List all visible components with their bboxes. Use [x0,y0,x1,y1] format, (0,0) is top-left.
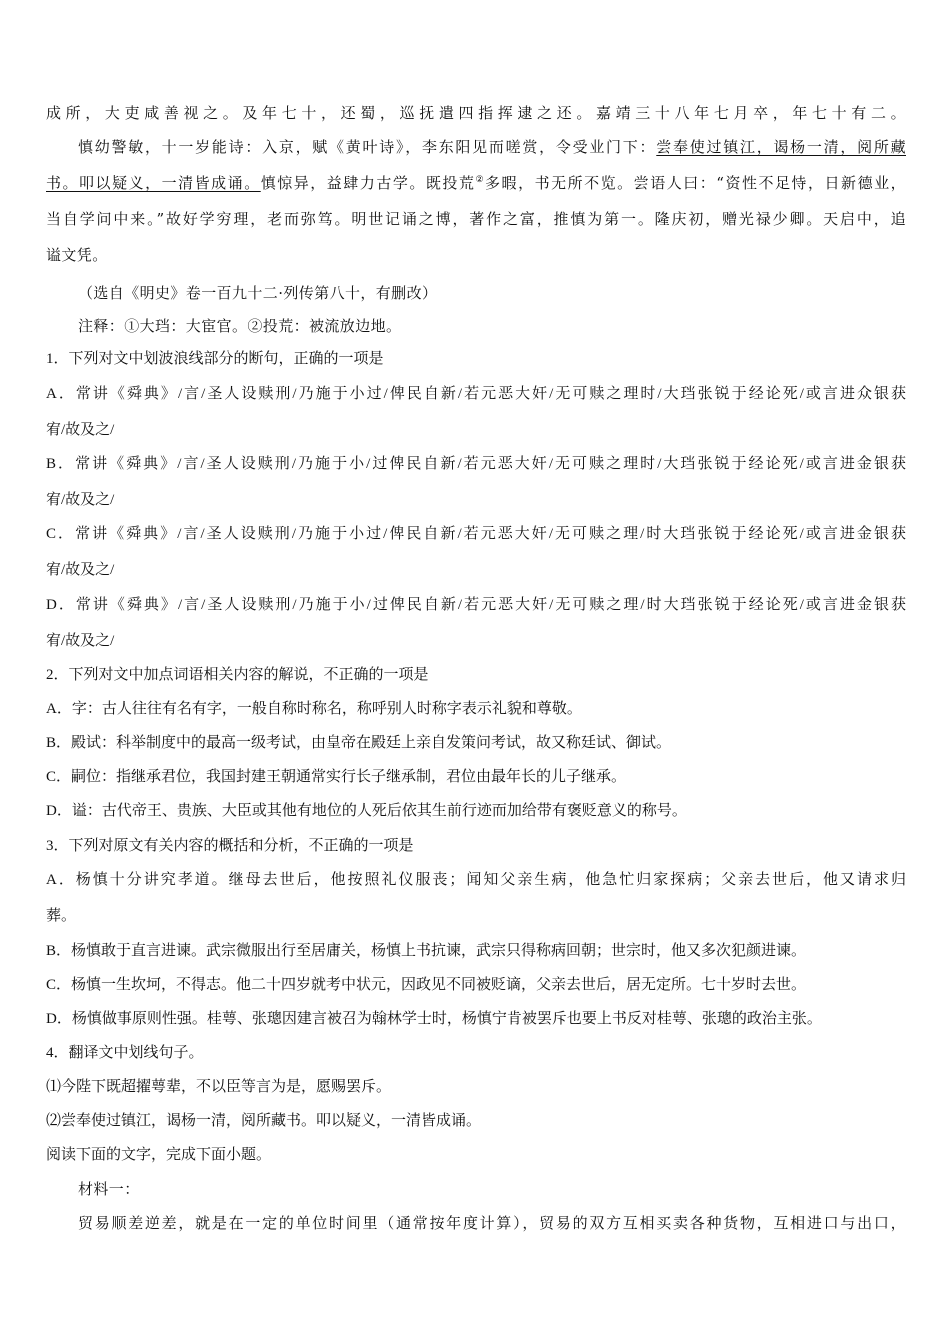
question-3-option-d: D．杨慎做事原则性强。桂萼、张璁因建言被召为翰林学士时，杨慎宁肯被罢斥也要上书反对桂萼、张璁的政治主张。 [46,1011,822,1027]
question-4-sentence-2: ⑵尝奉使过镇江，谒杨一清，阅所藏书。叩以疑义，一清皆成诵。 [46,1113,482,1129]
passage-line: 成所，大吏咸善视之。及年七十，还蜀，巡抚遣四指挥逮之还。嘉靖三十八年七月卒，年七十有二。 [46,104,906,122]
passage-line [46,173,906,193]
question-1-option-d: D．常讲《舜典》/言/圣人设赎刑/乃施于小/过俾民自新/若元恶大奸/无可赎之理/时大珰张锐于经论死/或言进金银获 [46,597,906,613]
question-2-option-d: D．谥：古代帝王、贵族、大臣或其他有地位的人死后依其生前行迹而加给带有褒贬意义的称号。 [46,803,687,819]
question-2-option-c: C．嗣位：指继承君位，我国封建王朝通常实行长子继承制，君位由最年长的儿子继承。 [46,769,627,785]
question-3-option-c: C．杨慎一生坎坷，不得志。他二十四岁就考中状元，因政见不同被贬谪，父亲去世后，居无定所。七十岁时去世。 [46,977,807,993]
question-4-stem: 4．翻译文中划线句子。 [46,1045,204,1061]
question-1-option-c-cont: 宥/故及之/ [46,562,115,578]
question-1-option-b-cont: 宥/故及之/ [46,492,115,508]
passage-text: 慎幼警敏，十一岁能诗：入京，赋《黄叶诗》，李东阳见而嗟赏，令受业门下： [78,138,657,156]
question-2-option-a: A．字：古人往往有名有字，一般自称时称名，称呼别人时称字表示礼貌和尊敬。 [46,701,582,717]
question-1-stem: 1．下列对文中划波浪线部分的断句，正确的一项是 [46,351,384,367]
passage-paragraph-line [78,137,906,157]
section-instruction: 阅读下面的文字，完成下面小题。 [46,1147,272,1163]
question-3-option-a-cont: 葬。 [46,908,77,924]
question-1-option-c: C．常讲《舜典》/言/圣人设赎刑/乃施于小过/俾民自新/若元恶大奸/无可赎之理/时大珰张锐于经论死/或言进金银获 [46,526,906,542]
question-1-option-a-cont: 宥/故及之/ [46,422,115,438]
material-title: 材料一： [78,1180,140,1198]
question-2-option-b: B．殿试：科举制度中的最高一级考试，由皇帝在殿廷上亲自发策问考试，故又称廷试、御试。 [46,735,672,751]
question-3-option-a: A．杨慎十分讲究孝道。继母去世后，他按照礼仪服丧；闻知父亲生病，他急忙归家探病；父亲去世后，他又请求归 [46,872,906,888]
question-1-option-b: B．常讲《舜典》/言/圣人设赎刑/乃施于小/过俾民自新/若元恶大奸/无可赎之理时/大珰张锐于经论死/或言进金银获 [46,456,906,472]
footnote-marker: ② [475,175,486,185]
question-2-stem: 2．下列对文中加点词语相关内容的解说，不正确的一项是 [46,667,429,683]
material-line: 贸易顺差逆差，就是在一定的单位时间里（通常按年度计算），贸易的双方互相买卖各种货物，互相进口与出口， [78,1214,906,1232]
source-citation: （选自《明史》卷一百九十二·列传第八十，有删改） [78,284,438,302]
question-1-option-d-cont: 宥/故及之/ [46,633,115,649]
passage-text: 慎惊异，益肆力古学。既投荒 [260,174,476,192]
question-4-sentence-1: ⑴今陛下既超擢萼辈，不以臣等言为是，愿赐罢斥。 [46,1079,392,1095]
passage-line: 谥文凭。 [46,246,108,264]
underlined-sentence: 书。叩以疑义，一清皆成诵。 [46,174,261,192]
question-1-option-a: A．常讲《舜典》/言/圣人设赎刑/乃施于小过/俾民自新/若元恶大奸/无可赎之理时/大珰张锐于经论死/或言进众银获 [46,386,906,402]
passage-line: 当自学问中来。”故好学穷理，老而弥笃。明世记诵之博，著作之富，推慎为第一。隆庆初，赠光禄少卿。天启中，追 [46,210,906,228]
underlined-sentence: 尝奉使过镇江，谒杨一清，阅所藏 [656,138,906,156]
annotation-notes: 注释：①大珰：大宦官。②投荒：被流放边地。 [78,317,402,335]
question-3-stem: 3．下列对原文有关内容的概括和分析，不正确的一项是 [46,838,414,854]
question-3-option-b: B．杨慎敢于直言进谏。武宗微服出行至居庸关，杨慎上书抗谏，武宗只得称病回朝；世宗时，他又多次犯颜进谏。 [46,943,807,959]
passage-text: 多暇，书无所不览。尝语人曰：“资性不足恃，日新德业， [485,174,907,192]
